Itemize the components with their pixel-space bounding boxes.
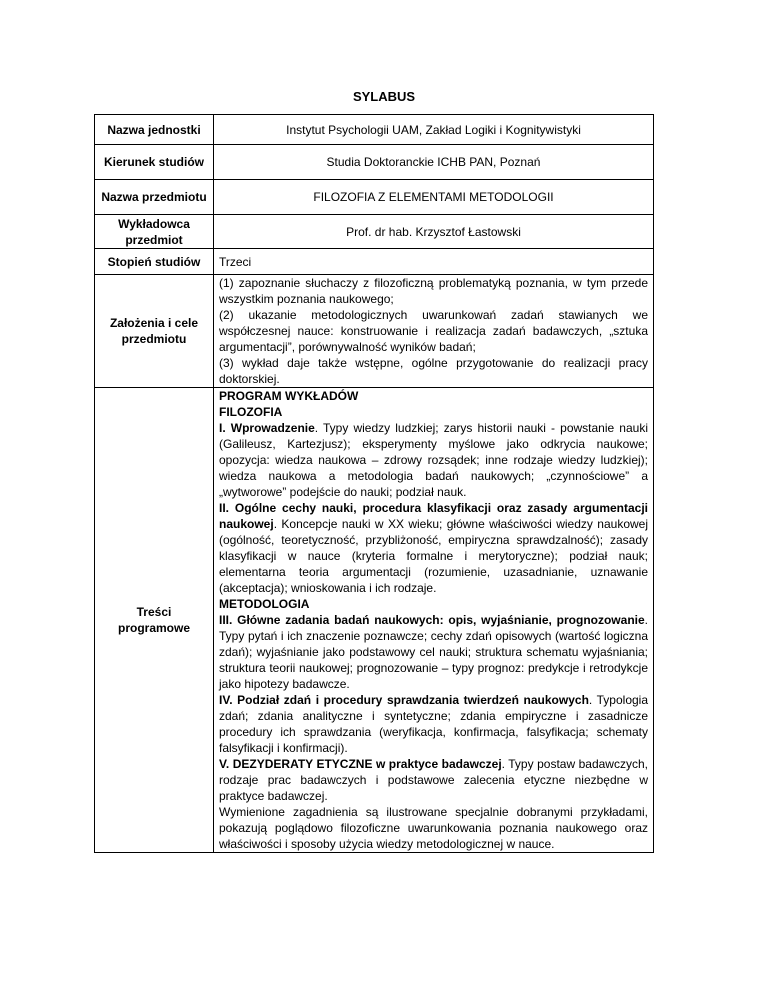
- row-value-degree: Trzeci: [214, 249, 654, 275]
- row-label-subject: Nazwa przedmiotu: [95, 180, 214, 215]
- paragraph-title: V. DEZYDERATY ETYCZNE w praktyce badawczej: [219, 757, 502, 771]
- goal-item: (1) zapoznanie słuchaczy z filozoficzną problematyką poznania, w tym przede wszystkim poznania naukowego;: [219, 276, 648, 306]
- row-label-field: Kierunek studiów: [95, 145, 214, 180]
- paragraph-title: I. Wprowadzenie: [219, 421, 315, 435]
- row-value-goals: [214, 275, 654, 388]
- row-value-content: [214, 388, 654, 853]
- table-row: [95, 215, 654, 249]
- paragraph-title: IV. Podział zdań i procedury sprawdzania twierdzeń naukowych: [219, 693, 589, 707]
- table-row: [95, 249, 654, 275]
- document-title: SYLABUS: [352, 89, 416, 104]
- table-row: [95, 180, 654, 215]
- paragraph-text: . Typy postaw badawczych, rodzaje prac badawczych i podstawowe zalecenia etyczne niezbędne w praktyce badawczej.: [219, 757, 648, 803]
- row-value-unit: Instytut Psychologii UAM, Zakład Logiki i Kognitywistyki: [214, 115, 654, 145]
- content-paragraph: [219, 756, 648, 804]
- row-label-degree: Stopień studiów: [95, 249, 214, 275]
- paragraph-title: III. Główne zadania badań naukowych: opis, wyjaśnianie, prognozowanie: [219, 613, 645, 627]
- syllabus-table: [94, 114, 654, 853]
- paragraph-text: . Typologia zdań; zdania analityczne i syntetyczne; zdania empiryczne i zasadnicze procedury ich sprawdzania (weryfikacja, konfirmacja, falsyfikacja; schematy falsyfikacji i konfirmacji).: [219, 693, 648, 755]
- table-row: [95, 275, 654, 388]
- section-heading-philosophy: FILOZOFIA: [219, 405, 283, 419]
- row-value-lecturer: Prof. dr hab. Krzysztof Łastowski: [214, 215, 654, 249]
- table-row: [95, 388, 654, 853]
- goal-item: (2) ukazanie metodologicznych uwarunkowań zadań stawianych we współczesnej nauce: konstruowanie i realizacja zadań badawczych, „sztuka argumentacji”, porównywalność wyników badań;: [219, 308, 648, 354]
- content-paragraph: [219, 420, 648, 500]
- row-label-content: Treści programowe: [95, 388, 214, 853]
- content-paragraph: [219, 692, 648, 756]
- paragraph-text: . Koncepcje nauki w XX wieku; główne właściwości wiedzy naukowej (ogólność, teoretyczność, przybliżoność, empiryczna sprawdzalność); zasady klasyfikacji w nauce (kryteria formalne i merytoryczne); podział nauk; elementarna teoria argumentacji (rozumienie, uzasadnianie, uznawanie (akceptacja); wnioskowania i ich rodzaje.: [219, 517, 648, 595]
- goal-item: (3) wykład daje także wstępne, ogólne przygotowanie do realizacji pracy doktorskiej.: [219, 356, 648, 386]
- row-value-field: Studia Doktoranckie ICHB PAN, Poznań: [214, 145, 654, 180]
- content-paragraph: [219, 612, 648, 692]
- paragraph-text: . Typy wiedzy ludzkiej; zarys historii nauki - powstanie nauki (Galileusz, Kartezjusz); eksperymenty myślowe jako odkrycia naukowe; opozycja: wiedza naukowa – zdrowy rozsądek; inne rodzaje wiedzy ludzkiej); wiedza naukowa a metodologia badań naukowych; „czynnościowe” a „wytworowe” podejście do nauki; podział nauk.: [219, 421, 648, 499]
- paragraph-title: II. Ogólne cechy nauki, procedura klasyfikacji oraz zasady argumentacji naukowej: [219, 501, 648, 531]
- section-heading-methodology: METODOLOGIA: [219, 597, 310, 611]
- row-label-unit: Nazwa jednostki: [95, 115, 214, 145]
- content-paragraph: [219, 500, 648, 596]
- paragraph-text: . Typy pytań i ich znaczenie poznawcze; cechy zdań opisowych (wartość logiczna zdań); wyjaśnianie jako podstawowy cel nauki; struktura schematu wyjaśniania; struktura teorii naukowej; prognozowanie – typy prognoz: predykcje i retrodykcje jako hipotezy badawcze.: [219, 613, 648, 691]
- program-heading: PROGRAM WYKŁADÓW: [219, 389, 359, 403]
- content-paragraph: Wymienione zagadnienia są ilustrowane specjalnie dobranymi przykładami, pokazują poglądowo filozoficzne uwarunkowania poznania naukowego oraz właściwości i sposoby użycia wiedzy metodologicznej w nauce.: [219, 805, 648, 851]
- row-value-subject: FILOZOFIA Z ELEMENTAMI METODOLOGII: [214, 180, 654, 215]
- row-label-goals: Założenia i cele przedmiotu: [95, 275, 214, 388]
- row-label-lecturer: Wykładowca przedmiot: [95, 215, 214, 249]
- table-row: [95, 115, 654, 145]
- table-row: [95, 145, 654, 180]
